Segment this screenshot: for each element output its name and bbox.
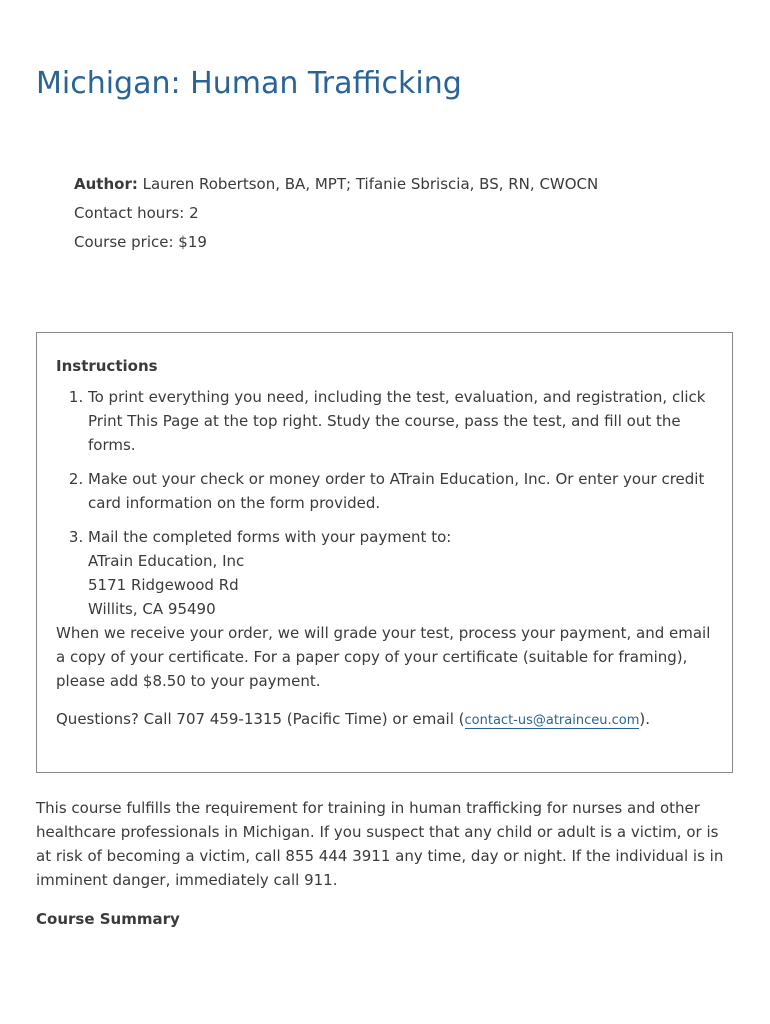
requirement-text: This course fulfills the requirement for training in human trafficking for nurses and other healthcare professionals in Michigan. If you suspect that any child or adult is a victim, or is at risk of becoming a victim, call 855 444 3911 any time, day or night. If the individual is in imminent danger, immediately call 911. — [36, 799, 724, 889]
questions-prefix: Questions? Call 707 459-1315 (Pacific Time) or email ( — [56, 710, 465, 728]
email-link[interactable]: contact-us@atrainceu.com — [464, 713, 640, 728]
course-summary-heading: Course Summary — [36, 910, 180, 928]
instructions-box — [36, 332, 733, 773]
course-meta — [74, 170, 598, 257]
address-line: Willits, CA 95490 — [88, 600, 216, 618]
instruction-step: 2. Make out your check or money order to ATrain Education, Inc. Or enter your credit card information on the form provided. — [88, 467, 714, 515]
instruction-step — [88, 525, 714, 621]
course-price: Course price: $19 — [74, 233, 207, 251]
author-line — [74, 170, 598, 199]
instruction-step-text: Mail the completed forms with your payment to: — [88, 528, 452, 546]
author-label: Author: — [74, 175, 138, 193]
instruction-step: 1. To print everything you need, including the test, evaluation, and registration, click Print This Page at the top right. Study the course, pass the test, and fill out the forms. — [88, 385, 714, 457]
author-value: Lauren Robertson, BA, MPT; Tifanie Sbriscia, BS, RN, CWOCN — [137, 175, 599, 193]
address-line: 5171 Ridgewood Rd — [88, 576, 239, 594]
questions-suffix: ). — [639, 710, 650, 728]
contact-hours: Contact hours: 2 — [74, 204, 199, 222]
order-note: When we receive your order, we will grade your test, process your payment, and email a copy of your certificate. For a paper copy of your certificate (suitable for framing), please add $8.50 to your payment. — [56, 624, 711, 690]
questions-line — [56, 707, 714, 733]
address-line: ATrain Education, Inc — [88, 552, 245, 570]
instructions-steps — [56, 385, 714, 621]
instructions-heading: Instructions — [56, 357, 158, 375]
page-title: Michigan: Human Trafficking — [36, 66, 462, 101]
